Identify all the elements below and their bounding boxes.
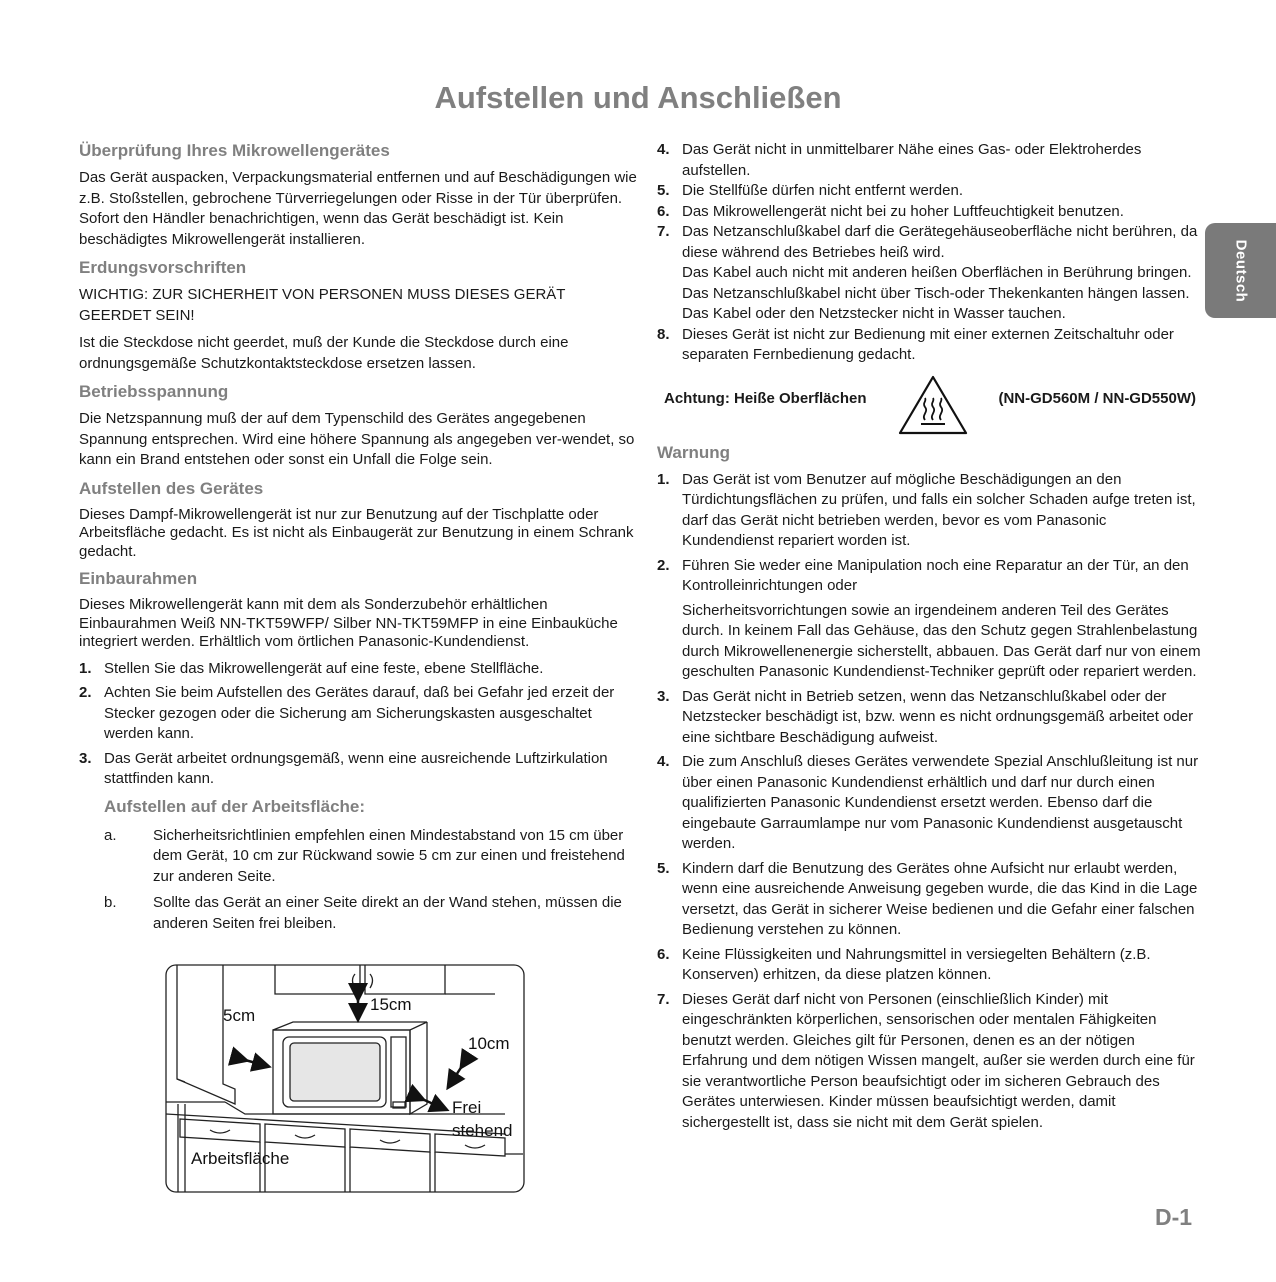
voltage-text: Die Netzspannung muß der auf dem Typenschild des Gerätes angegebenen Spannung entsprechen. Wird eine höhere Spannung als angegeben ver-wendet, so kann ein Brand entstehen oder sonst ein Unfall die Folge sein. — [79, 410, 635, 468]
caution-label: Achtung: Heiße Oberflächen — [664, 389, 867, 407]
page-title: Aufstellen und Anschließen — [434, 80, 842, 115]
list-item: 8. Dieses Gerät ist nicht zur Bedienung mit einer externen Zeitschaltuhr oder separaten Fernbedienung gedacht. — [657, 325, 1174, 363]
section-heading-grounding: Erdungsvorschriften — [79, 258, 247, 277]
list-item: 3. Das Gerät nicht in Betrieb setzen, wenn das Netzanschlußkabel oder der Netzstecker beschädigt ist, bzw. wenn es nicht ordnungsgemäß arbeitet oder eine sichtbare Beschädigung aufweist. — [657, 687, 1194, 746]
grounding-warning: WICHTIG: ZUR SICHERHEIT VON PERSONEN MUSS DIESES GERÄT GEERDET SEIN! — [79, 286, 566, 324]
list-item: 5. Die Stellfüße dürfen nicht entfernt werden. — [657, 182, 963, 199]
grounding-text: Ist die Steckdose nicht geerdet, muß der Kunde die Steckdose durch eine ordnungsgemäße Schutzkontaktsteckdose ersetzen lassen. — [79, 334, 569, 372]
list-item: 2. Führen Sie weder eine Manipulation noch eine Reparatur an der Tür, an den Kontrolleinrichtungen oder Sicherheitsvorrichtungen sowie an irgendeinem anderen Teil des Gerätes durch. In keinem Fall das Gehäuse, das den Schutz gegen Strahlenbelastung durch Mikrowellenenergie sicherstellt, abbauen. Das Gerät darf nur von einem geschulten Panasonic Kundendienst-Techniker geprüft oder repariert werden. — [657, 556, 1201, 680]
setup-list-continued — [657, 140, 1202, 366]
section-heading-frame: Einbaurahmen — [79, 569, 198, 588]
caution-models: (NN-GD560M / NN-GD550W) — [998, 389, 1196, 407]
section-heading-voltage: Betriebsspannung — [79, 382, 229, 401]
caution-banner — [657, 374, 1202, 436]
section-heading-check: Überprüfung Ihres Mikrowellengerätes — [79, 141, 390, 160]
setup-list — [79, 659, 639, 790]
label-stehend: stehend — [452, 1121, 513, 1140]
list-item: 6. Das Mikrowellengerät nicht bei zu hoher Luftfeuchtigkeit benutzen. — [657, 202, 1124, 220]
label-15cm: 15cm — [370, 995, 412, 1014]
page-number: D-1 — [1155, 1204, 1193, 1230]
frame-text: Dieses Mikrowellengerät kann mit dem als Sonderzubehör erhältlichen Einbaurahmen Weiß NN-TKT59WFP/ Silber NN-TKT59MFP in eine Einbauküche integriert werden. Erhältlich vom örtlichen Panasonic-Kundendienst. — [79, 596, 618, 650]
list-item: 4. Die zum Anschluß dieses Gerätes verwendete Spezial Anschlußleitung ist nur über einen Panasonic Kundendienst erhältlich und darf nur durch einen qualifizierten Panasonic Kundendienst ersetzt werden. Ebenso darf die eingebaute Garraumlampe nur vom Panasonic Kundendienst ausgetauscht werden. — [657, 753, 1199, 852]
language-tab[interactable] — [1205, 223, 1276, 318]
placement-text: Dieses Dampf-Mikrowellengerät ist nur zur Benutzung auf der Tischplatte oder Arbeitsfläche gedacht. Es ist nicht als Einbaugerät zur Benutzung in einem Schrank gedacht. — [79, 505, 634, 560]
language-tab-label: Deutsch — [1232, 239, 1249, 302]
clearance-diagram — [165, 964, 525, 1193]
list-item: 4. Das Gerät nicht in unmittelbarer Nähe eines Gas- oder Elektroherdes aufstellen. — [657, 141, 1142, 179]
warning-heading: Warnung — [657, 442, 731, 462]
clearance-diagram-drawing — [165, 964, 525, 1193]
list-item: a. Sicherheitsrichtlinien empfehlen einen Mindestabstand von 15 cm über dem Gerät, 10 cm zur Rückwand sowie 5 cm zur einen und freistehend zur anderen Seite. — [104, 826, 625, 885]
list-item: 5. Kindern darf die Benutzung des Gerätes ohne Aufsicht nur erlaubt werden, wenn eine ausreichende Anweisung gegeben wurde, die das Kind in die Lage versetzt, das Gerät in sicherer Weise bedienen und die Gefahr einer falschen Bedienung verstehen zu können. — [657, 859, 1198, 938]
label-frei: Frei — [452, 1098, 482, 1117]
subsection-heading-worktop: Aufstellen auf der Arbeitsfläche: — [104, 796, 366, 816]
list-item: 6. Keine Flüssigkeiten und Nahrungsmittel in versiegelten Behältern (z.B. Konserven) erhitzen, da diese platzen können. — [657, 945, 1151, 983]
hot-surface-icon — [897, 374, 969, 436]
list-item: 7. Das Netzanschlußkabel darf die Gerätegehäuseoberfläche nicht berühren, da diese während des Betriebes heiß wird. Das Kabel auch nicht mit anderen heißen Oberflächen in Berührung bringen. Das Netzanschlußkabel nicht über Tisch-oder Thekenkanten hängen lassen. Das Kabel oder den Netzstecker nicht in Wasser tauchen. — [657, 223, 1198, 322]
list-item: 7. Dieses Gerät darf nicht von Personen (einschließlich Kinder) mit eingeschränkten körperlichen, sensorischen oder mentalen Fähigkeiten benutzt werden. Gleiches gilt für Personen, denen es an der nötigen Erfahrung und dem nötigen Wissen mangelt, außer sie werden durch eine für sie verantwortliche Person beaufsichtigt oder im sicheren Gebrauch des Gerätes unterwiesen. Kinder müssen beaufsichtigt werden, damit sichergestellt ist, dass sie nicht mit dem Gerät spielen. — [657, 990, 1195, 1131]
list-item: 3. Das Gerät arbeitet ordnungsgemäß, wenn eine ausreichende Luftzirkulation stattfinden kann. — [79, 749, 608, 787]
label-arbeitsflaeche: Arbeitsfläche — [191, 1149, 290, 1168]
left-column — [79, 140, 639, 940]
list-item: 1. Das Gerät ist vom Benutzer auf mögliche Beschädigungen an den Türdichtungsflächen zu prüfen, und falls ein solcher Schaden aufge treten ist, darf das Gerät nicht betrieben werden, bevor es vom Panasonic Kundendienst repariert worden ist. — [657, 470, 1196, 549]
list-item: 1. Stellen Sie das Mikrowellengerät auf eine feste, ebene Stellfläche. — [79, 659, 544, 677]
warning-list — [657, 470, 1202, 1134]
section-text-check: Das Gerät auspacken, Verpackungsmaterial entfernen und auf Beschädigungen wie z.B. Stoßstellen, gebrochene Türverriegelungen oder Risse in der Tür überprüfen. Sofort den Händler benachrichtigen, wenn das Gerät beschädigt ist. Kein beschädigtes Mikrowellengerät installieren. — [79, 169, 637, 248]
worktop-list — [104, 826, 639, 935]
section-heading-placement: Aufstellen des Gerätes — [79, 478, 264, 498]
label-5cm: 5cm — [223, 1006, 256, 1025]
list-item: b. Sollte das Gerät an einer Seite direkt an der Wand stehen, müssen die anderen Seiten frei bleiben. — [104, 894, 622, 932]
right-column — [657, 140, 1202, 1137]
list-item: 2. Achten Sie beim Aufstellen des Gerätes darauf, daß bei Gefahr jed erzeit der Stecker gezogen oder die Sicherung am Sicherungskasten ausgeschaltet werden kann. — [79, 684, 615, 742]
label-10cm: 10cm — [468, 1034, 510, 1053]
